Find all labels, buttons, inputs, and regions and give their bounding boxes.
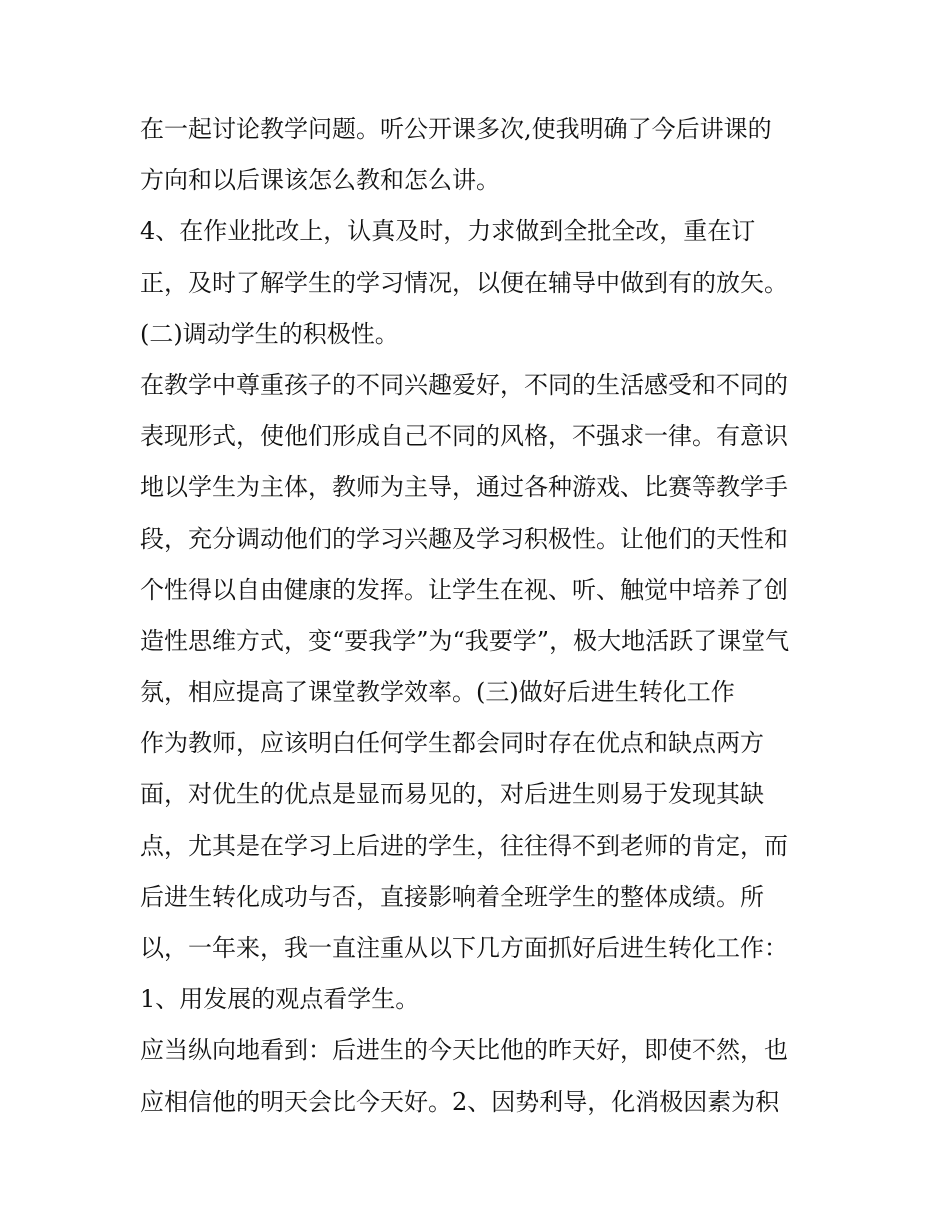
text-line: 表现形式，使他们形成自己不同的风格，不强求一律。有意识 — [140, 422, 788, 451]
text-line: 造性思维方式，变“要我学”为“我要学”，极大地活跃了课堂气 — [140, 626, 790, 655]
text-line: 正，及时了解学生的学习情况，以便在辅导中做到有的放矢。 — [140, 268, 788, 297]
text-line: 作为教师，应该明白任何学生都会同时存在优点和缺点两方 — [140, 729, 764, 758]
text-line: 方向和以后课该怎么教和怎么讲。 — [140, 166, 500, 195]
text-line: 面，对优生的优点是显而易见的，对后进生则易于发现其缺 — [140, 780, 764, 809]
text-line: 个性得以自由健康的发挥。让学生在视、听、触觉中培养了创 — [140, 575, 788, 604]
text-line: 以，一年来，我一直注重从以下几方面抓好后进生转化工作： — [140, 934, 788, 962]
list-item: 1、用发展的观点看学生。 — [140, 985, 420, 1014]
text-line: 段，充分调动他们的学习兴趣及学习积极性。让他们的天性和 — [140, 524, 788, 553]
text-line: 在一起讨论教学问题。听公开课多次,使我明确了今后讲课的 — [140, 115, 772, 143]
text-line: 应相信他的明天会比今天好。2、因势利导，化消极因素为积 — [140, 1087, 780, 1116]
text-line: 点，尤其是在学习上后进的学生，往往得不到老师的肯定，而 — [140, 831, 788, 860]
text-line: 地以学生为主体，教师为主导，通过各种游戏、比赛等教学手 — [140, 473, 788, 502]
text-line: 后进生转化成功与否，直接影响着全班学生的整体成绩。所 — [140, 882, 764, 911]
text-line: 应当纵向地看到：后进生的今天比他的昨天好，即使不然，也 — [140, 1036, 788, 1065]
text-line: 4、在作业批改上，认真及时，力求做到全批全改，重在订 — [140, 217, 756, 246]
text-line: 在教学中尊重孩子的不同兴趣爱好，不同的生活感受和不同的 — [140, 370, 788, 399]
section-heading: (二)调动学生的积极性。 — [140, 319, 399, 348]
text-line: 氛，相应提高了课堂教学效率。(三)做好后进生转化工作 — [140, 678, 735, 707]
document-body — [140, 104, 820, 1128]
